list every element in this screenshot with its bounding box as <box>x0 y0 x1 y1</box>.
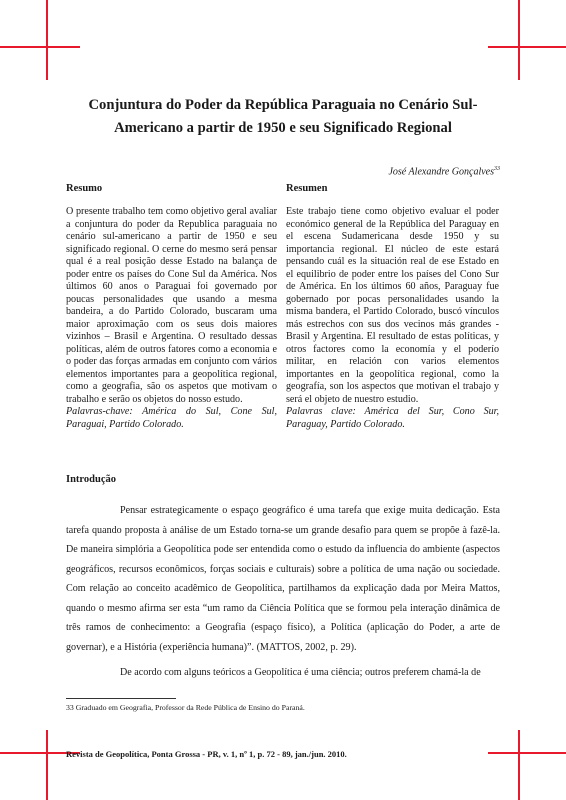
resumo-column <box>66 206 277 431</box>
crop-mark-top-left-vertical <box>46 0 48 80</box>
resumo-heading: Resumo <box>66 183 103 194</box>
resumo-keywords: Palavras-chave: América do Sul, Cone Sul, Paraguai, Partido Colorado. <box>66 406 277 430</box>
crop-mark-bottom-left-vertical <box>46 730 48 800</box>
resumen-column <box>286 206 499 431</box>
intro-body <box>66 501 500 683</box>
author-line <box>388 166 500 177</box>
footnote: 33 Graduado em Geografia, Professor da Rede Pública de Ensino do Paraná. <box>66 703 305 712</box>
resumo-text: O presente trabalho tem como objetivo geral avaliar a conjuntura do poder da Republica paraguaia no cenário sul-americano a partir de 1950 e seu significado regional. O cerne do mesmo será pensar qual é a real posição desse Estado na balança de poder entre os países do Cone Sul da América. Nos últimos 60 anos o Paraguai foi governado por poucas personalidades que usando a mesma bandeira, a do Partido Colorado, buscaram uma maior aproximação com os seus dois maiores vizinhos – Brasil e Argentina. O resultado dessas políticas, além de outros fatores como a economia e o poder das forças armadas em conjunto com vários elementos importantes para a geopolítica regional, como a geografia, são os aspetos que motivam o trabalho e serão os objetos do nosso estudo. <box>66 206 277 405</box>
journal-footer: Revista de Geopolítica, Ponta Grossa - PR, v. 1, nº 1, p. 72 - 89, jan./jun. 2010. <box>66 749 347 759</box>
intro-paragraph-2: De acordo com alguns teóricos a Geopolítica é uma ciência; outros preferem chamá-la de <box>120 667 481 678</box>
crop-mark-top-left-horizontal <box>0 46 80 48</box>
crop-mark-bottom-right-horizontal <box>488 752 566 754</box>
resumen-text: Este trabajo tiene como objetivo evaluar el poder económico general de la República del Paraguay en el escena Sudamericana desde 1950 y su importancia regional. El núcleo de este estará pensando cuál es la situación real de ese Estado en el equilibrio de poder entre los países del Cono Sur de América. En los últimos 60 años, Paraguay fue gobernado por pocas personalidades usando la misma bandera, el Partido Colorado, buscó vínculos más estrechos con sus dos vecinos más grandes - Brasil y Argentina. El resultado de estas políticas, y otros factores como la economía y el poderío militar, en relación con varios elementos importantes en la geopolítica regional, como la geografía, son los aspectos que motivan el trabajo y será el objeto de nuestro estudio. <box>286 206 499 405</box>
resumen-heading: Resumen <box>286 183 328 194</box>
crop-mark-top-right-horizontal <box>488 46 566 48</box>
resumen-keywords: Palavras clave: América del Sur, Cono Sur, Paraguay, Partido Colorado. <box>286 406 499 430</box>
author-footnote-ref: 33 <box>494 166 500 172</box>
title-line-2: Americano a partir de 1950 e seu Significado Regional <box>114 120 452 136</box>
author-name: José Alexandre Gonçalves <box>388 166 494 178</box>
footnote-separator <box>66 698 176 699</box>
intro-paragraph-1: Pensar estrategicamente o espaço geográfico é uma tarefa que exige muita dedicação. Esta tarefa quando proposta à análise de um Estado torna-se um grande desafio para quem se propõe à fazê-la. De maneira simplória a Geopolítica pode ser entendida como o estudo da influencia do ambiente (aspectos geográficos, recursos econômicos, forças sociais e culturais) sobre a política de uma nação ou sociedade. Com relação ao conceito acadêmico de Geopolítica, partilhamos da explicação dada por Meira Mattos, quando o mesmo afirma ser esta “um ramo da Ciência Política que se formou pela interação dinâmica de três ramos de conhecimento: a Geografia (espaço físico), a Política (aplicação do Poder, a arte de governar), e a História (experiência humana)”. (MATTOS, 2002, p. 29). <box>66 505 500 653</box>
intro-heading: Introdução <box>66 474 116 485</box>
title-line-1: Conjuntura do Poder da República Paraguaia no Cenário Sul- <box>88 97 478 113</box>
article-title <box>60 94 506 140</box>
crop-mark-bottom-right-vertical <box>518 730 520 800</box>
crop-mark-top-right-vertical <box>518 0 520 80</box>
